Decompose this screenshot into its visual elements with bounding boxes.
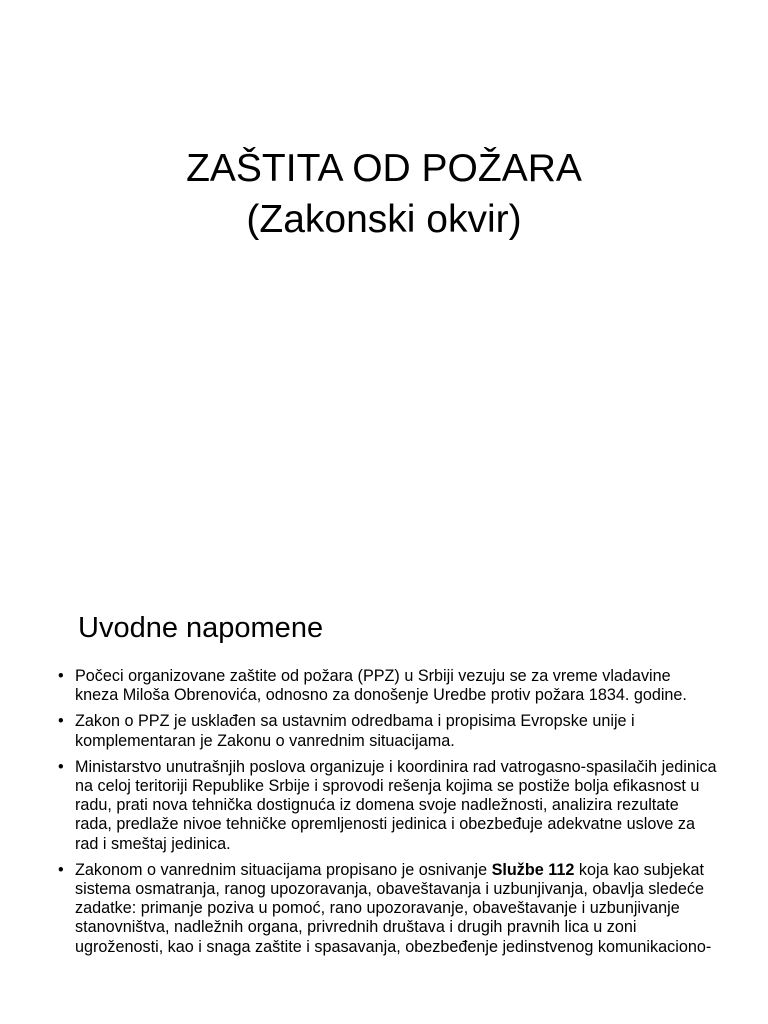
list-item	[58, 861, 718, 957]
list-item	[58, 667, 718, 705]
content-slide	[0, 576, 768, 1024]
list-item	[58, 712, 718, 750]
title-line-main: ZAŠTITA OD POŽARA	[186, 147, 582, 190]
document-title	[0, 143, 768, 245]
bullet-marker: •	[58, 712, 64, 731]
bullet-list	[58, 667, 718, 964]
list-item	[58, 758, 718, 854]
bullet-marker: •	[58, 757, 64, 776]
bullet-marker: •	[58, 860, 64, 879]
service-112-highlight: Službe 112	[491, 860, 575, 879]
list-item-text: Zakon o PPZ je usklađen sa ustavnim odredbama i propisima Evropske unije i komplementaran je Zakonu o vanrednim situacijama.	[75, 712, 635, 750]
section-heading: Uvodne napomene	[78, 612, 324, 644]
list-item-text-after: koja kao subjekat sistema osmatranja, ranog upozoravanja, obaveštavanja i uzbunjivanja, obavlja sledeće zadatke: primanje poziva u pomoć, rano upozoravanje, obaveštavanje i uzbunjivanje stanovništva, nadležnih organa, privrednih društava i drugih pravnih lica u zoni ugroženosti, kao i snaga zaštite i spasavanja, obezbeđenje jedinstvenog komunikaciono-	[75, 860, 712, 956]
list-item-text-before: Zakonom o vanrednim situacijama propisano je osnivanje	[75, 860, 492, 879]
list-item-text: Ministarstvo unutrašnjih poslova organizuje i koordinira rad vatrogasno-spasilačih jedinica na celoj teritoriji Republike Srbije i sprovodi rešenja kojima se postiže bolja efikasnost u radu, prati nova tehnička dostignuća iz domena svoje nadležnosti, analizira rezultate rada, predlaže nivoe tehničke opremljenosti jedinica i obezbeđuje adekvatne uslove za rad i smeštaj jedinica.	[75, 757, 717, 853]
list-item-text: Počeci organizovane zaštite od požara (PPZ) u Srbiji vezuju se za vreme vladavine kneza Miloša Obrenovića, odnosno za donošenje Uredbe protiv požara 1834. godine.	[75, 667, 687, 705]
bullet-marker: •	[58, 667, 64, 685]
title-line-subtitle: (Zakonski okvir)	[246, 198, 522, 241]
